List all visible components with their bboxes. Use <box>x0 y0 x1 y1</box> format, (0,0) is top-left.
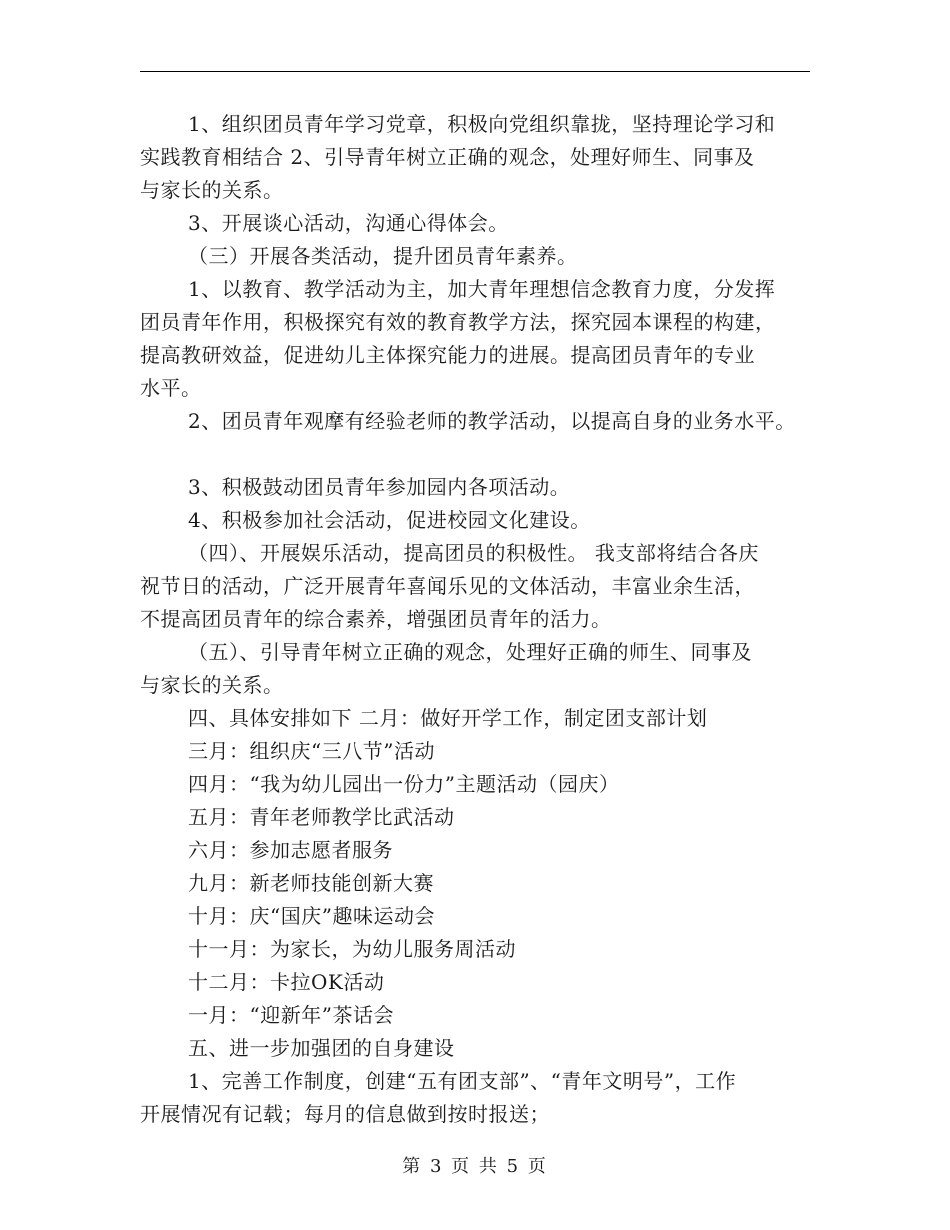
document-body <box>140 108 840 1131</box>
paragraph-line: 3、开展谈心活动，沟通心得体会。 <box>188 211 509 235</box>
paragraph-line: 六月：参加志愿者服务 <box>188 838 393 862</box>
paragraph-line: 五月：青年老师教学比武活动 <box>188 805 455 829</box>
paragraph-line: 1、完善工作制度，创建“五有团支部”、“青年文明号”，工作 <box>188 1069 737 1093</box>
paragraph-line: 三月：组织庆“三八节”活动 <box>188 739 435 763</box>
paragraph-line: 4、积极参加社会活动，促进校园文化建设。 <box>188 508 591 532</box>
paragraph-line: 祝节日的活动，广泛开展青年喜闻乐见的文体活动，丰富业余生活， <box>140 574 755 598</box>
paragraph-line: 不提高团员青年的综合素养，增强团员青年的活力。 <box>140 607 612 631</box>
paragraph-line: 十月：庆“国庆”趣味运动会 <box>188 904 435 928</box>
paragraph-line: 与家长的关系。 <box>140 178 284 202</box>
paragraph-line: 开展情况有记载；每月的信息做到按时报送； <box>140 1102 550 1126</box>
paragraph-line: 提高教研效益，促进幼儿主体探究能力的进展。提高团员青年的专业 <box>140 343 755 367</box>
page-number: 第 3 页 共 5 页 <box>402 1156 548 1177</box>
paragraph-line: 四月：“我为幼儿园出一份力”主题活动（园庆） <box>188 772 620 796</box>
paragraph-line: 十一月：为家长，为幼儿服务周活动 <box>188 937 516 961</box>
paragraph-line: （五）、引导青年树立正确的观念，处理好正确的师生、同事及 <box>188 640 752 664</box>
paragraph-line: 实践教育相结合 2、引导青年树立正确的观念，处理好师生、同事及 <box>140 145 755 169</box>
paragraph-line: 团员青年作用，积极探究有效的教育教学方法，探究园本课程的构建， <box>140 310 776 334</box>
paragraph-line: 十二月：卡拉OK活动 <box>188 970 385 994</box>
paragraph-line: （三）开展各类活动，提升团员青年素养。 <box>188 244 578 268</box>
paragraph-line: 1、组织团员青年学习党章，积极向党组织靠拢，坚持理论学习和 <box>188 112 776 136</box>
paragraph-line: 与家长的关系。 <box>140 673 284 697</box>
paragraph-line: 五、进一步加强团的自身建设 <box>188 1036 455 1060</box>
paragraph-line: 九月：新老师技能创新大赛 <box>188 871 434 895</box>
paragraph-line: 2、团员青年观摩有经验老师的教学活动，以提高自身的业务水平。 <box>188 409 796 433</box>
paragraph-line: 3、积极鼓动团员青年参加园内各项活动。 <box>188 475 571 499</box>
header-rule <box>140 71 810 72</box>
paragraph-line: 四、具体安排如下 二月：做好开学工作，制定团支部计划 <box>188 706 708 730</box>
paragraph-line: 一月：“迎新年”茶话会 <box>188 1003 394 1027</box>
paragraph-line: 水平。 <box>140 376 202 400</box>
paragraph-line: 1、以教育、教学活动为主，加大青年理想信念教育力度，分发挥 <box>188 277 776 301</box>
paragraph-line: （四）、开展娱乐活动，提高团员的积极性。 我支部将结合各庆 <box>188 541 759 565</box>
blank-line <box>140 438 840 471</box>
